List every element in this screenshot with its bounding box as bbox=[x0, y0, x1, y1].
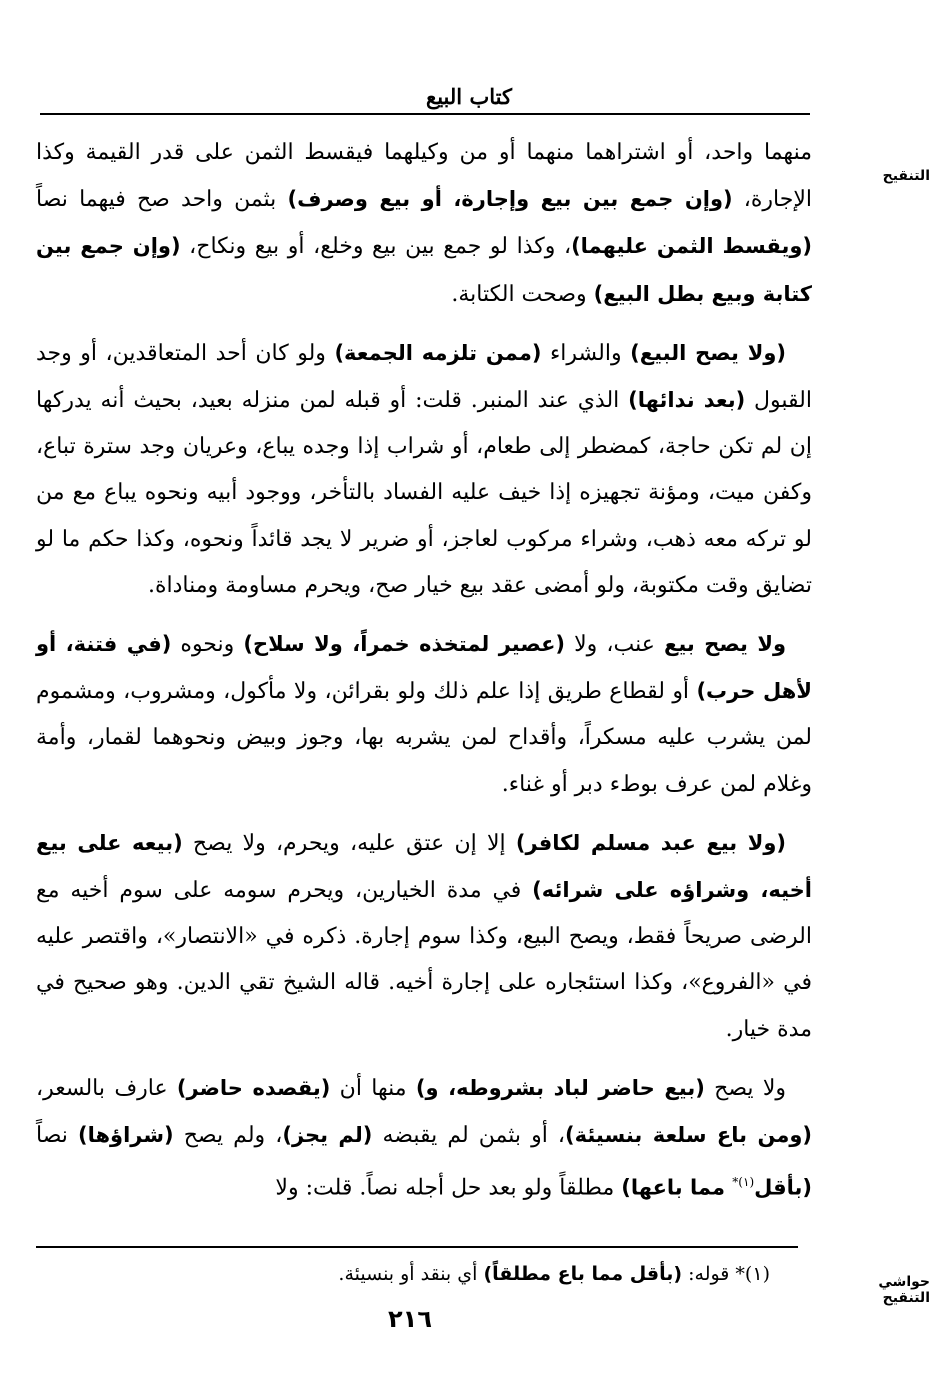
commentary-text: منها أن bbox=[330, 1075, 416, 1101]
commentary-text: أو لقطاع طريق إذا علم ذلك ولو بقرائن، ولا مأكول، ومشروب، ومشموم لمن يشرب عليه مسكراً، وأقداح لمن يشربه بها، وجوز وبيض ونحوهما لقمار، وأمة وغلام لمن عرف بوطء دبر أو غناء. bbox=[36, 679, 812, 797]
commentary-text: عارف بالسعر، bbox=[36, 1075, 177, 1101]
bold-matn-text: (بعد ندائها) bbox=[628, 388, 746, 413]
commentary-text: ، أو بثمن لم يقبضه bbox=[372, 1123, 565, 1149]
bold-matn-text: (بأقل مما باع مطلقاً) bbox=[483, 1263, 683, 1285]
commentary-text: ، وكذا لو جمع بين بيع وخلع، أو بيع ونكاح، bbox=[180, 234, 572, 260]
footnote-rule bbox=[36, 1246, 798, 1248]
commentary-text: ، ولم يصح bbox=[173, 1123, 283, 1149]
bold-matn-text: (ولا بيع عبد مسلم لكافر) bbox=[515, 830, 786, 855]
commentary-text: وصحت الكتابة. bbox=[451, 281, 594, 307]
main-text bbox=[36, 130, 812, 1224]
bold-matn-text: (عصير لمتخذه خمراً، ولا سلاح) bbox=[243, 632, 566, 657]
commentary-text: (١)* قوله: bbox=[682, 1263, 770, 1285]
bold-matn-text: (يقصده حاضر) bbox=[176, 1075, 331, 1100]
bold-matn-text: (في فتنة، أو لأهل حرب) bbox=[36, 632, 812, 704]
commentary-text: نصاً bbox=[36, 1123, 78, 1149]
paragraph bbox=[36, 820, 812, 1053]
footnote-marker: (١)* bbox=[732, 1175, 755, 1190]
header-rule bbox=[40, 113, 810, 115]
commentary-text: عنب، ولا bbox=[565, 632, 664, 658]
bold-matn-text: (بأقل bbox=[754, 1175, 812, 1200]
bold-matn-text: (شراؤها) bbox=[78, 1123, 174, 1148]
margin-label-hawashi: حواشي التنقيح bbox=[878, 1274, 930, 1306]
commentary-text: ولا يصح bbox=[704, 1075, 787, 1101]
bold-matn-text: (لم يجز) bbox=[282, 1123, 373, 1148]
paragraph bbox=[36, 130, 812, 318]
paragraph bbox=[36, 1065, 812, 1212]
commentary-text: بثمن واحد صح فيهما نصاً bbox=[36, 187, 288, 213]
footnote bbox=[36, 1263, 806, 1285]
bold-matn-text: (بيع حاضر لباد بشروطه، و) bbox=[415, 1075, 705, 1100]
commentary-text: مطلقاً ولو بعد حل أجله نصاً. قلت: ولا bbox=[275, 1175, 622, 1201]
commentary-text: إلا إن عتق عليه، ويحرم، ولا يصح bbox=[182, 830, 516, 856]
paragraph bbox=[36, 621, 812, 808]
bold-matn-text: (ومن باع سلعة بنسيئة) bbox=[565, 1123, 812, 1148]
margin-label-tanqih: التنقيح bbox=[882, 168, 930, 184]
commentary-text: أي بنقد أو بنسيئة. bbox=[338, 1263, 484, 1285]
commentary-text: الذي عند المنبر. قلت: أو قبله لمن منزله بعيد، بحيث أنه يدركها إن لم تكن حاجة، كمضطر إلى طعام، أو شراب إذا وجده يباع، وعريان وجد سترة تباع، وكفن ميت، ومؤنة تجهيزه إذا خيف عليه الفساد بالتأخر، ووجود أبيه ونحوه يباع مع من لو تركه معه ذهب، وشراء مركوب لعاجز، أو ضرير لا يجد قائداً ونحوه، وكذا حكم ما لو تضايق وقت مكتوبة، ولو أمضى عقد بيع خيار صح، ويحرم مساومة ومناداة. bbox=[36, 388, 812, 598]
commentary-text: ولو كان أحد المتعاقدين، أو وجد القبول bbox=[36, 340, 812, 414]
commentary-text: في مدة الخيارين، ويحرم سومه على سوم أخيه مع الرضى صريحاً فقط، ويصح البيع، وكذا سوم إجارة. ذكره في «الانتصار»، واقتصر عليه في «الفروع»، وكذا استئجاره على إجارة أخيه. قاله الشيخ تقي الدين. وهو صحيح في مدة خيار. bbox=[36, 878, 812, 1042]
commentary-text: منهما واحد، أو اشتراهما منهما أو من وكيلهما فيقسط الثمن على قدر القيمة وكذا الإجارة، bbox=[36, 140, 812, 213]
bold-matn-text: ولا يصح بيع bbox=[663, 632, 787, 657]
commentary-text: والشراء bbox=[541, 340, 631, 366]
bold-matn-text: (وإن جمع بين كتابة وبيع بطل البيع) bbox=[36, 234, 812, 306]
page-number: ٢١٦ bbox=[388, 1305, 432, 1333]
bold-matn-text: (وإن جمع بين بيع وإجارة، أو بيع وصرف) bbox=[287, 187, 733, 212]
bold-matn-text: (ممن تلزمه الجمعة) bbox=[334, 340, 542, 365]
bold-matn-text: مما باعها) bbox=[621, 1175, 733, 1200]
running-header-title: كتاب البيع bbox=[426, 84, 512, 109]
bold-matn-text: (ولا يصح البيع) bbox=[630, 340, 786, 365]
paragraph bbox=[36, 330, 812, 609]
bold-matn-text: (ويقسط الثمن عليهما) bbox=[571, 234, 812, 259]
bold-matn-text: (بيعه على بيع أخيه، وشراؤه على شرائه) bbox=[36, 830, 812, 903]
commentary-text: ونحوه bbox=[171, 632, 244, 658]
